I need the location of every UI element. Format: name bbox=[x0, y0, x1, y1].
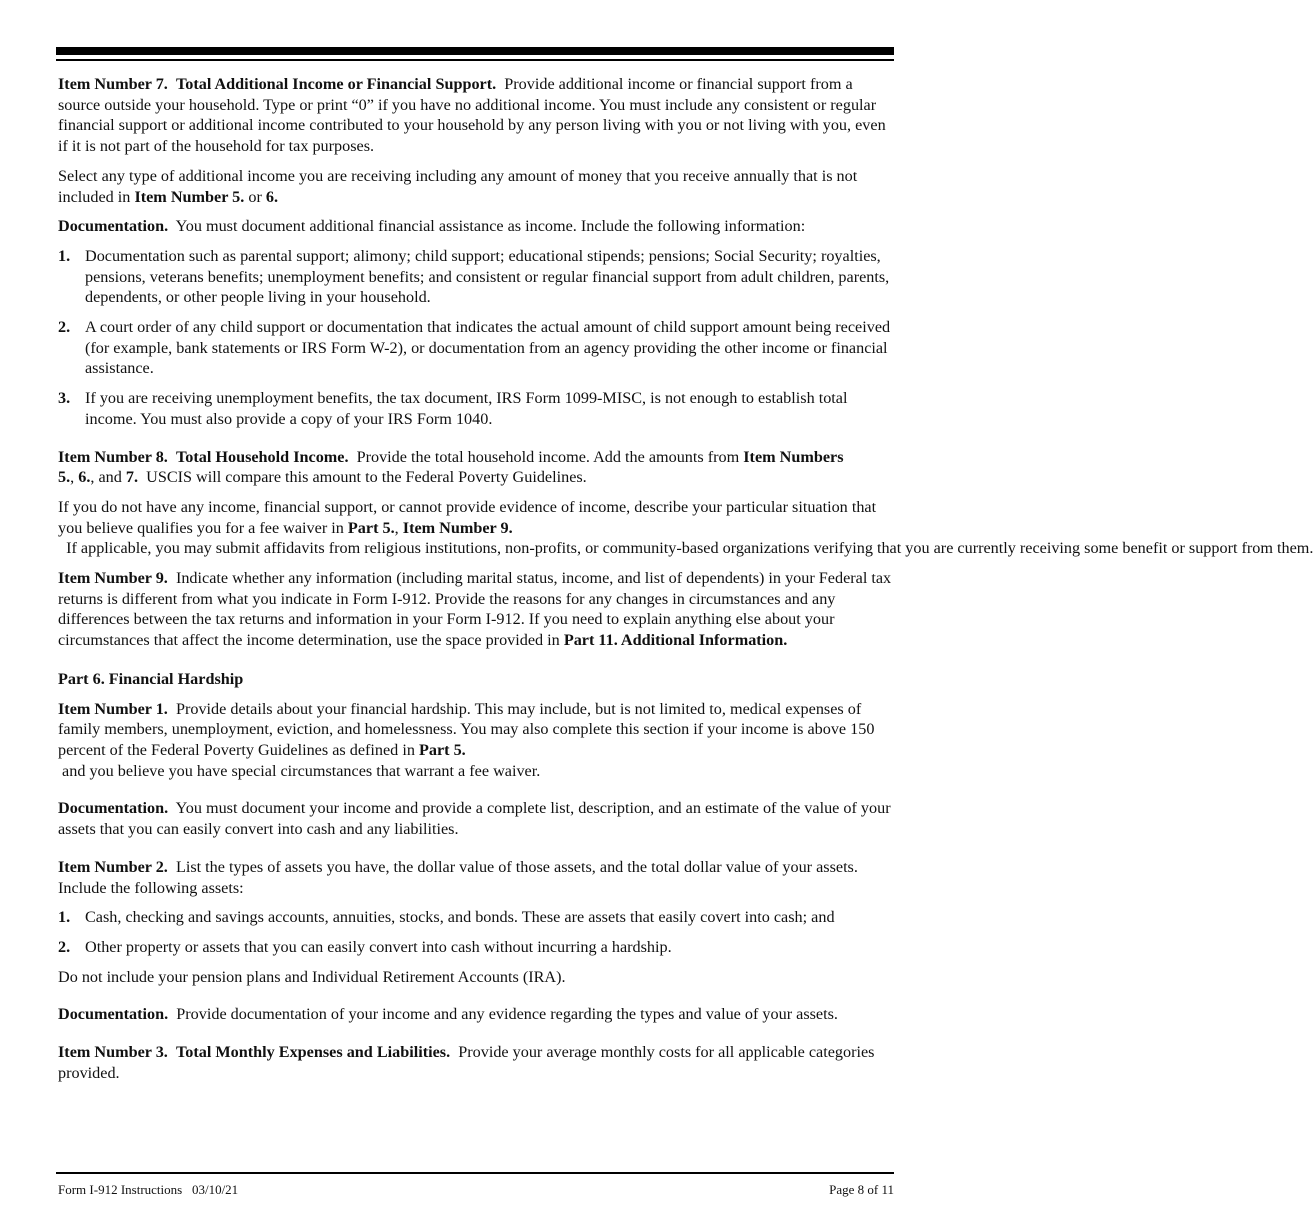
item7-title: Total Additional Income or Financial Support. bbox=[175, 75, 497, 93]
part6-item2-label: Item Number 2. bbox=[58, 857, 168, 876]
part6-item3-paragraph bbox=[58, 1042, 894, 1083]
item7-doc-text: You must document additional financial assistance as income. Include the following information: bbox=[175, 217, 806, 236]
item7-select-paragraph bbox=[58, 166, 894, 207]
part6-exclude-text: Do not include your pension plans and Individual Retirement Accounts (IRA). bbox=[58, 967, 566, 986]
list-number: 1. bbox=[58, 908, 71, 927]
part6-item1-ref: Part 5. bbox=[418, 740, 466, 759]
list-item bbox=[58, 388, 894, 429]
item7-select-ref1: Item Number 5. bbox=[134, 187, 245, 206]
list-number: 1. bbox=[58, 246, 71, 265]
list-item bbox=[58, 317, 894, 379]
item8-ref-a: Item Numbers 5. bbox=[58, 447, 844, 487]
list-text: A court order of any child support or documentation that indicates the actual amount of child support amount being received (for example, bank statements or IRS Form W-2), or documentation from an agency providing the other income or financial assistance. bbox=[85, 318, 891, 378]
part6-asset-list bbox=[58, 907, 894, 957]
top-thick-rule bbox=[56, 47, 894, 55]
item9-ref: Part 11. Additional Information. bbox=[563, 631, 788, 650]
item7-select-or: or bbox=[244, 187, 266, 206]
item7-documentation bbox=[58, 216, 894, 237]
item8-para2-ref1: Part 5. bbox=[347, 518, 395, 537]
item7-list bbox=[58, 246, 894, 430]
item7-text: Provide additional income or financial support from a source outside your household. Type or print “0” if you have no additional income. You must include any consistent or regular financial support or additional income contributed to your household by any person living with you or not living with you, even if it is not part of the household for tax purposes. bbox=[58, 75, 886, 156]
list-text: Other property or assets that you can easily convert into cash without incurring a hardship. bbox=[85, 937, 672, 956]
part6-heading: Part 6. Financial Hardship bbox=[58, 669, 244, 688]
list-item bbox=[58, 937, 894, 958]
part6-item1-text-b: and you believe you have special circumstances that warrant a fee waiver. bbox=[58, 761, 541, 780]
item9-label: Item Number 9. bbox=[58, 569, 168, 588]
top-thin-rule bbox=[56, 59, 894, 61]
item7-doc-label: Documentation. bbox=[58, 217, 169, 236]
part6-item3-title: Total Monthly Expenses and Liabilities. bbox=[175, 1043, 451, 1062]
footer-rule bbox=[56, 1172, 894, 1174]
part6-doc1-text: You must document your income and provide a complete list, description, and an estimate of the value of your assets that you can easily convert into cash and any liabilities. bbox=[58, 799, 891, 839]
item9-text: Indicate whether any information (including marital status, income, and list of dependents) in your Federal tax returns is different from what you indicate in Form I-912. Provide the reasons for any changes in circumstances and any differences between the tax returns and information in your Form I-912. If you need to explain anything else about your circumstances that affect the income determination, use the space provided in bbox=[58, 569, 892, 650]
part6-doc2-text: Provide documentation of your income and any evidence regarding the types and value of your assets. bbox=[176, 1005, 838, 1024]
part6-doc2-label: Documentation. bbox=[58, 1005, 169, 1024]
item8-para2-b: If applicable, you may submit affidavits from religious institutions, non-profits, or community-based organizations verifying that you are currently receiving some benefit or support from them. bbox=[58, 539, 1313, 558]
item9-paragraph bbox=[58, 568, 894, 651]
item8-para2-a: If you do not have any income, financial support, or cannot provide evidence of income, describe your particular situation that you believe qualifies you for a fee waiver in bbox=[58, 497, 877, 537]
document-body bbox=[58, 74, 1313, 1092]
list-item bbox=[58, 246, 894, 308]
part6-documentation-1 bbox=[58, 798, 894, 839]
list-number: 3. bbox=[58, 389, 71, 408]
item8-title: Total Household Income. bbox=[175, 447, 349, 466]
part6-doc1-label: Documentation. bbox=[58, 799, 169, 818]
item8-para2-sep: , bbox=[394, 518, 403, 537]
part6-item1-text-a: Provide details about your financial hardship. This may include, but is not limited to, medical expenses of family members, unemployment, eviction, and homelessness. You may also complete this section if your income is above 150 percent of the Federal Poverty Guidelines as defined in bbox=[58, 699, 875, 759]
part6-item2-paragraph bbox=[58, 857, 894, 898]
part6-item2-text: List the types of assets you have, the dollar value of those assets, and the total dollar value of your assets. Include the following assets: bbox=[58, 857, 858, 897]
item8-sep1: , bbox=[70, 468, 79, 487]
part6-documentation-2 bbox=[58, 1004, 894, 1025]
part6-item3-text: Provide your average monthly costs for all applicable categories provided. bbox=[58, 1043, 875, 1082]
item8-text-a: Provide the total household income. Add the amounts from bbox=[356, 447, 744, 466]
part6-item1-paragraph bbox=[58, 699, 894, 782]
list-text: Cash, checking and savings accounts, annuities, stocks, and bonds. These are assets that easily covert into cash; and bbox=[85, 908, 835, 927]
part6-item3-label: Item Number 3. bbox=[58, 1043, 168, 1062]
item8-ref-b: 6. bbox=[78, 468, 91, 487]
item8-para2-ref2: Item Number 9. bbox=[402, 518, 513, 537]
part6-item1-label: Item Number 1. bbox=[58, 699, 168, 718]
item8-label: Item Number 8. bbox=[58, 447, 168, 466]
item7-select-text: Select any type of additional income you are receiving including any amount of money that you receive annually that is not included in bbox=[58, 166, 858, 206]
item8-ref-c: 7. bbox=[125, 468, 139, 487]
footer-page-number: Page 8 of 11 bbox=[829, 1182, 894, 1197]
item8-paragraph-2 bbox=[58, 497, 1313, 559]
item8-sep2: , and bbox=[90, 468, 126, 487]
list-number: 2. bbox=[58, 318, 71, 337]
list-item bbox=[58, 907, 894, 928]
footer-form-id: Form I-912 Instructions 03/10/21 bbox=[58, 1182, 239, 1197]
list-text: Documentation such as parental support; alimony; child support; educational stipends; pensions; Social Security; royalties, pensions, veterans benefits; unemployment benefits; and consistent or regular financial support from adult children, parents, dependents, or other people living in your household. bbox=[85, 246, 890, 307]
list-text: If you are receiving unemployment benefits, the tax document, IRS Form 1099-MISC, is not enough to establish total income. You must also provide a copy of your IRS Form 1040. bbox=[85, 389, 848, 428]
item7-paragraph bbox=[58, 74, 894, 157]
item8-text-b: USCIS will compare this amount to the Federal Poverty Guidelines. bbox=[138, 468, 587, 487]
item7-label: Item Number 7. bbox=[58, 75, 168, 93]
item7-select-ref2: 6. bbox=[265, 187, 279, 206]
list-number: 2. bbox=[58, 937, 71, 956]
item8-paragraph bbox=[58, 447, 894, 488]
